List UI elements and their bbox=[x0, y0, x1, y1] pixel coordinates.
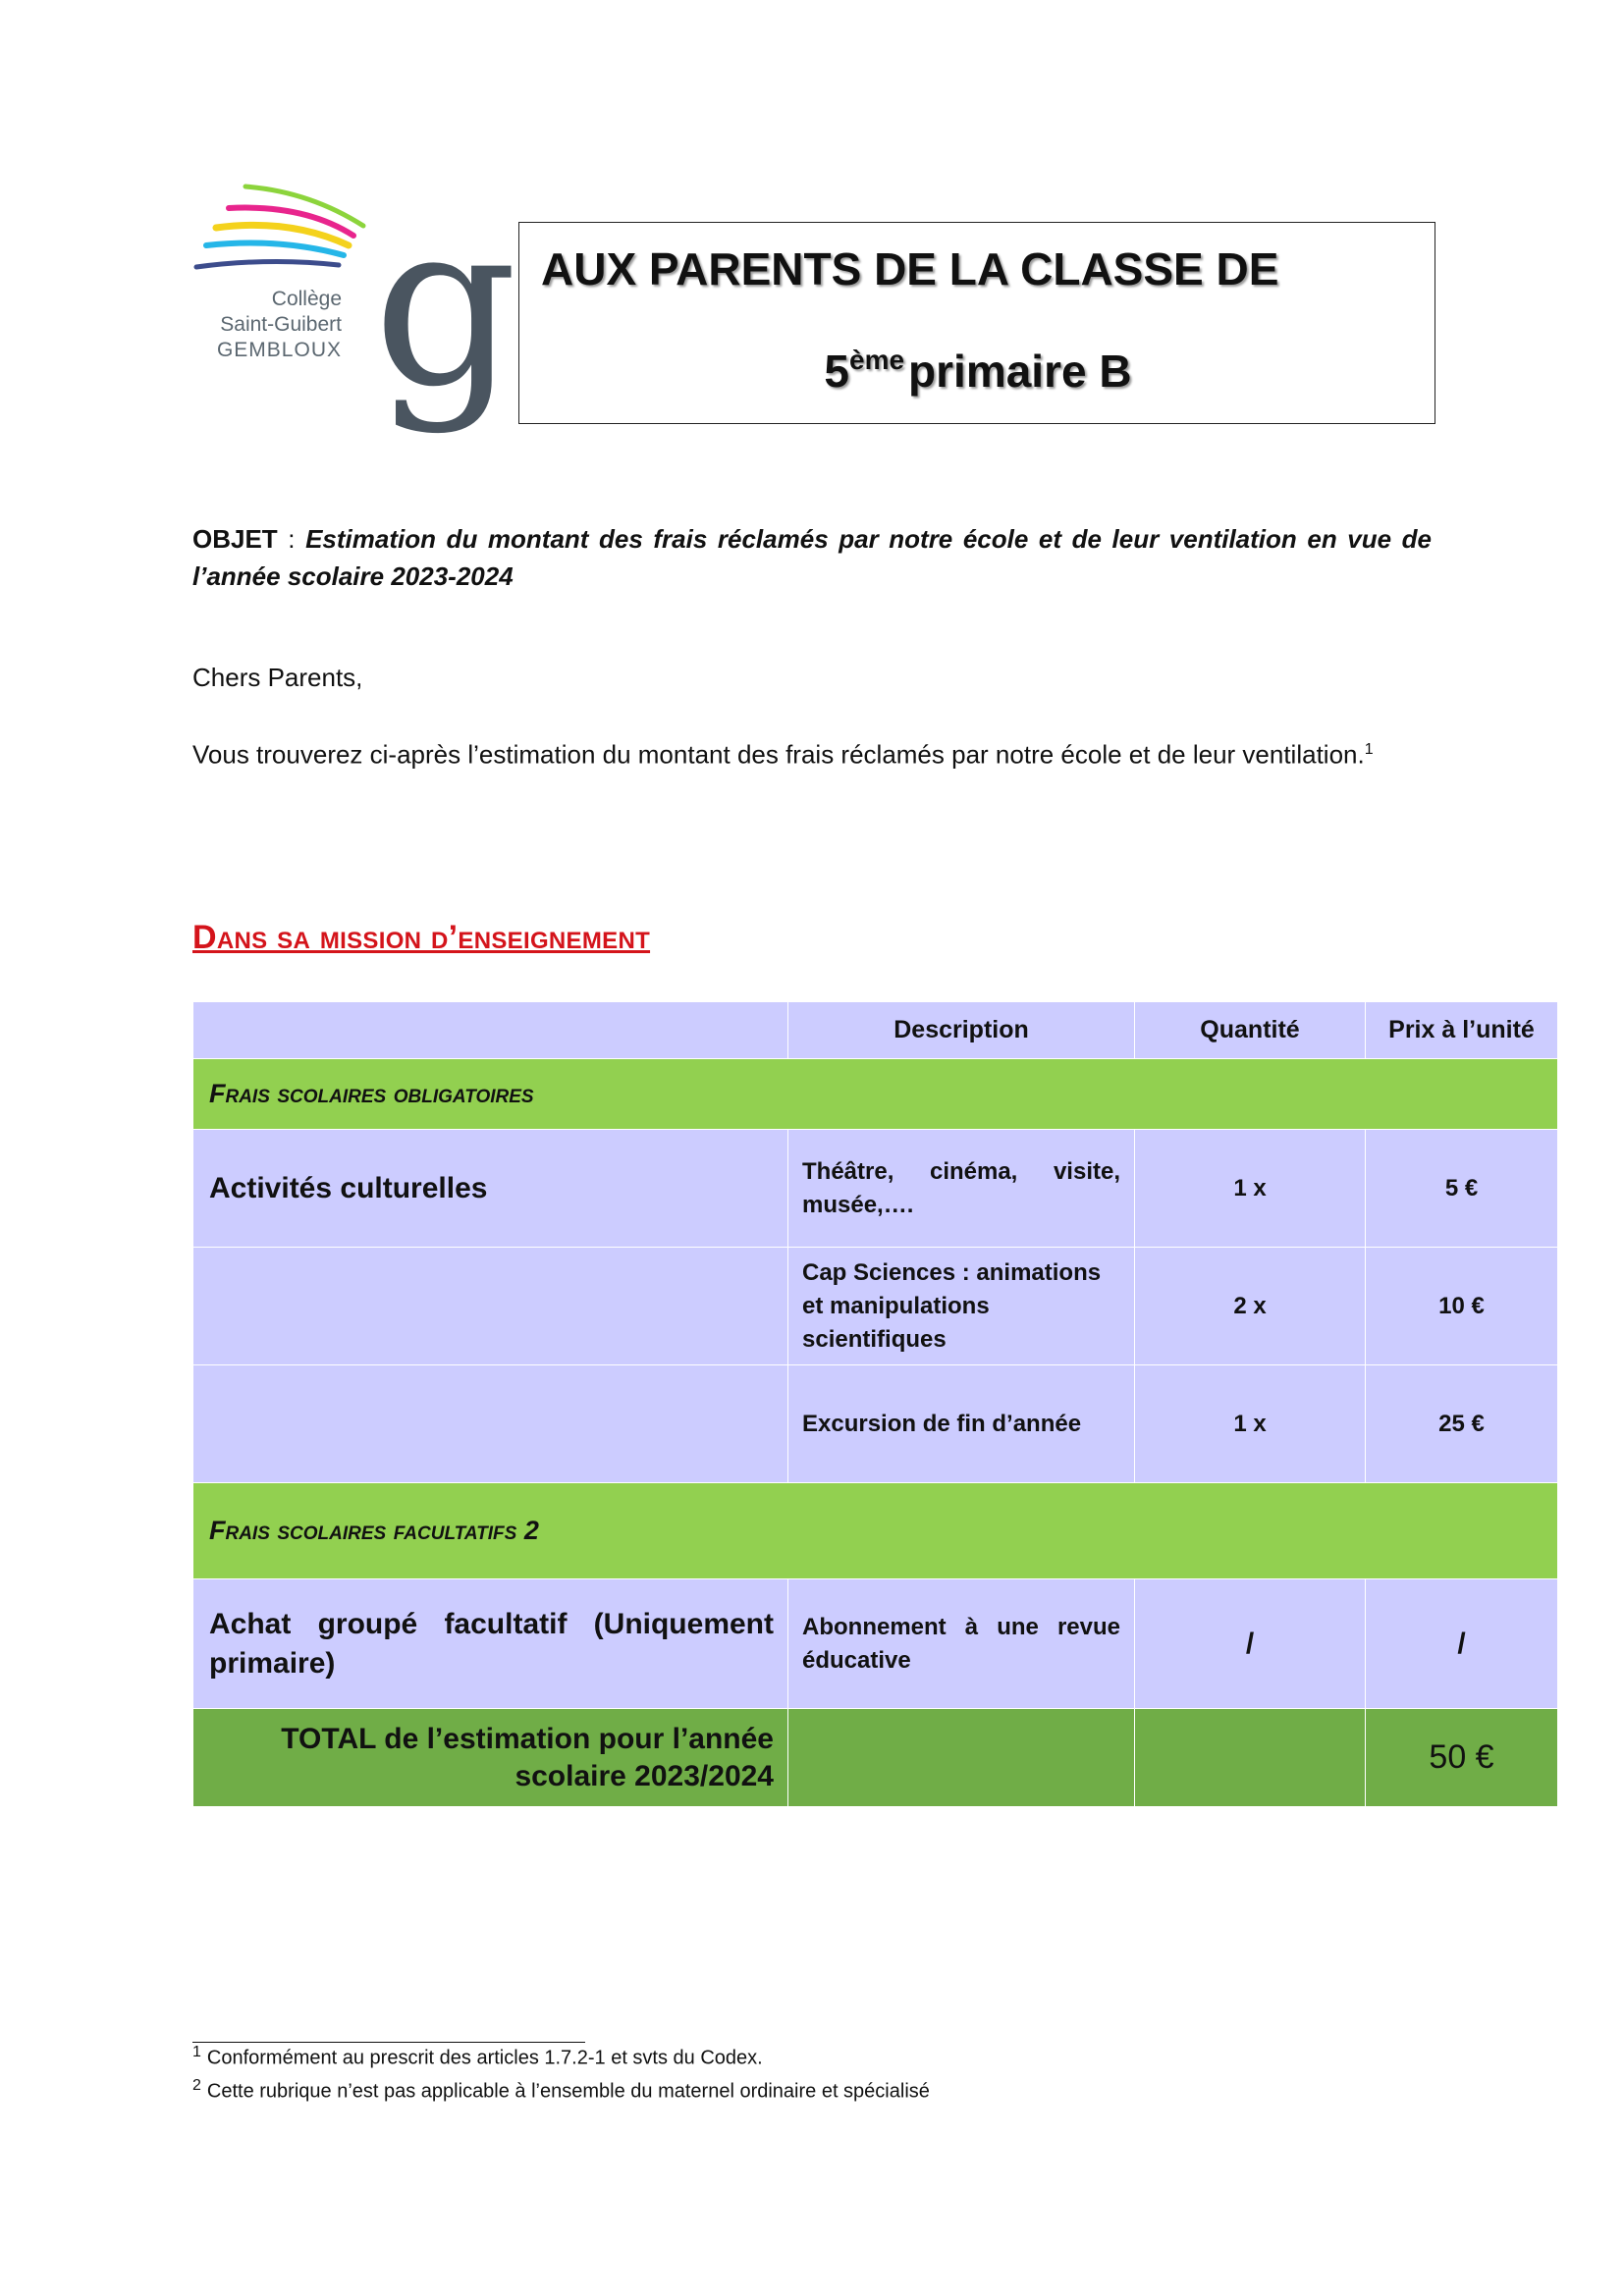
table-header-row bbox=[192, 1001, 1557, 1058]
header-empty-cell bbox=[192, 1001, 787, 1058]
row-price: 5 € bbox=[1365, 1129, 1557, 1247]
section-mandatory-row bbox=[192, 1058, 1557, 1129]
header-description: Description bbox=[787, 1001, 1134, 1058]
title-line-2 bbox=[519, 345, 1436, 398]
row-quantity: 1 x bbox=[1134, 1129, 1365, 1247]
objet-label: OBJET bbox=[192, 524, 278, 554]
total-empty-cell bbox=[1134, 1708, 1365, 1806]
header-quantity: Quantité bbox=[1134, 1001, 1365, 1058]
intro-text: Vous trouverez ci-après l’estimation du montant des frais réclamés par notre école et de leur ventilation. bbox=[192, 739, 1365, 770]
row-description bbox=[787, 1129, 1134, 1247]
row-item bbox=[192, 1247, 787, 1364]
table-row bbox=[192, 1578, 1557, 1708]
footnote-2 bbox=[192, 2077, 930, 2104]
total-label: TOTAL de l’estimation pour l’année scolaire 2023/2024 bbox=[192, 1708, 787, 1806]
row-description bbox=[787, 1578, 1134, 1708]
row-price: 10 € bbox=[1365, 1247, 1557, 1364]
total-empty-cell bbox=[787, 1708, 1134, 1806]
row-item bbox=[192, 1364, 787, 1482]
objet-paragraph bbox=[192, 520, 1432, 595]
row-quantity: / bbox=[1134, 1578, 1365, 1708]
title-box bbox=[518, 222, 1435, 424]
table-row bbox=[192, 1247, 1557, 1364]
greeting: Chers Parents, bbox=[192, 663, 363, 692]
row-description: Cap Sciences : animations et manipulations scientifiques bbox=[787, 1247, 1134, 1364]
objet-text: Estimation du montant des frais réclamés par notre école et de leur ventilation en vue de l’année scolaire 2023-2024 bbox=[192, 524, 1433, 591]
section-title: Dans sa mission d’enseignement bbox=[192, 919, 651, 956]
row-item: Activités culturelles bbox=[192, 1129, 787, 1247]
footnote-text: Conformément au prescrit des articles 1.7.2-1 et svts du Codex. bbox=[206, 2047, 763, 2069]
footnote-text: Cette rubrique n’est pas applicable à l’ensemble du maternel ordinaire et spécialisé bbox=[206, 2080, 930, 2103]
row-quantity: 2 x bbox=[1134, 1247, 1365, 1364]
row-description: Excursion de fin d’année bbox=[787, 1364, 1134, 1482]
table-row bbox=[192, 1364, 1557, 1482]
logo-text-name: Saint-Guibert bbox=[220, 313, 342, 336]
row-price: 25 € bbox=[1365, 1364, 1557, 1482]
row-item bbox=[192, 1578, 787, 1708]
grade-superscript: ème bbox=[849, 345, 905, 375]
footnote-number: 1 bbox=[192, 2044, 201, 2060]
section-mandatory-label: Frais scolaires obligatoires bbox=[192, 1058, 1557, 1129]
svg-text:g: g bbox=[373, 175, 518, 437]
footnote-number: 2 bbox=[192, 2077, 201, 2094]
total-row bbox=[192, 1708, 1557, 1806]
title-line-1: AUX PARENTS DE LA CLASSE DE bbox=[541, 243, 1279, 294]
objet-separator: : bbox=[277, 524, 306, 554]
table-row bbox=[192, 1129, 1557, 1247]
header-unit-price: Prix à l’unité bbox=[1365, 1001, 1557, 1058]
row-description-text: Théâtre, cinéma, visite, musée,…. bbox=[802, 1157, 1120, 1218]
section-optional-label: Frais scolaires facultatifs 2 bbox=[192, 1482, 1557, 1578]
footnote-1 bbox=[192, 2044, 763, 2070]
logo-text-college: Collège bbox=[271, 288, 342, 310]
grade-rest: primaire B bbox=[908, 346, 1132, 397]
row-description-text: Abonnement à une revue éducative bbox=[802, 1613, 1120, 1674]
section-optional-row bbox=[192, 1482, 1557, 1578]
footnote-separator bbox=[192, 2042, 585, 2043]
row-item-text: Achat groupé facultatif (Uniquement primaire) bbox=[209, 1607, 774, 1680]
total-value: 50 € bbox=[1365, 1708, 1557, 1806]
row-quantity: 1 x bbox=[1134, 1364, 1365, 1482]
grade-number: 5 bbox=[824, 346, 849, 397]
row-price: / bbox=[1365, 1578, 1557, 1708]
logo-text-city: GEMBLOUX bbox=[216, 339, 342, 361]
intro-paragraph bbox=[192, 731, 1432, 774]
footnote-ref-1: 1 bbox=[1364, 741, 1374, 758]
